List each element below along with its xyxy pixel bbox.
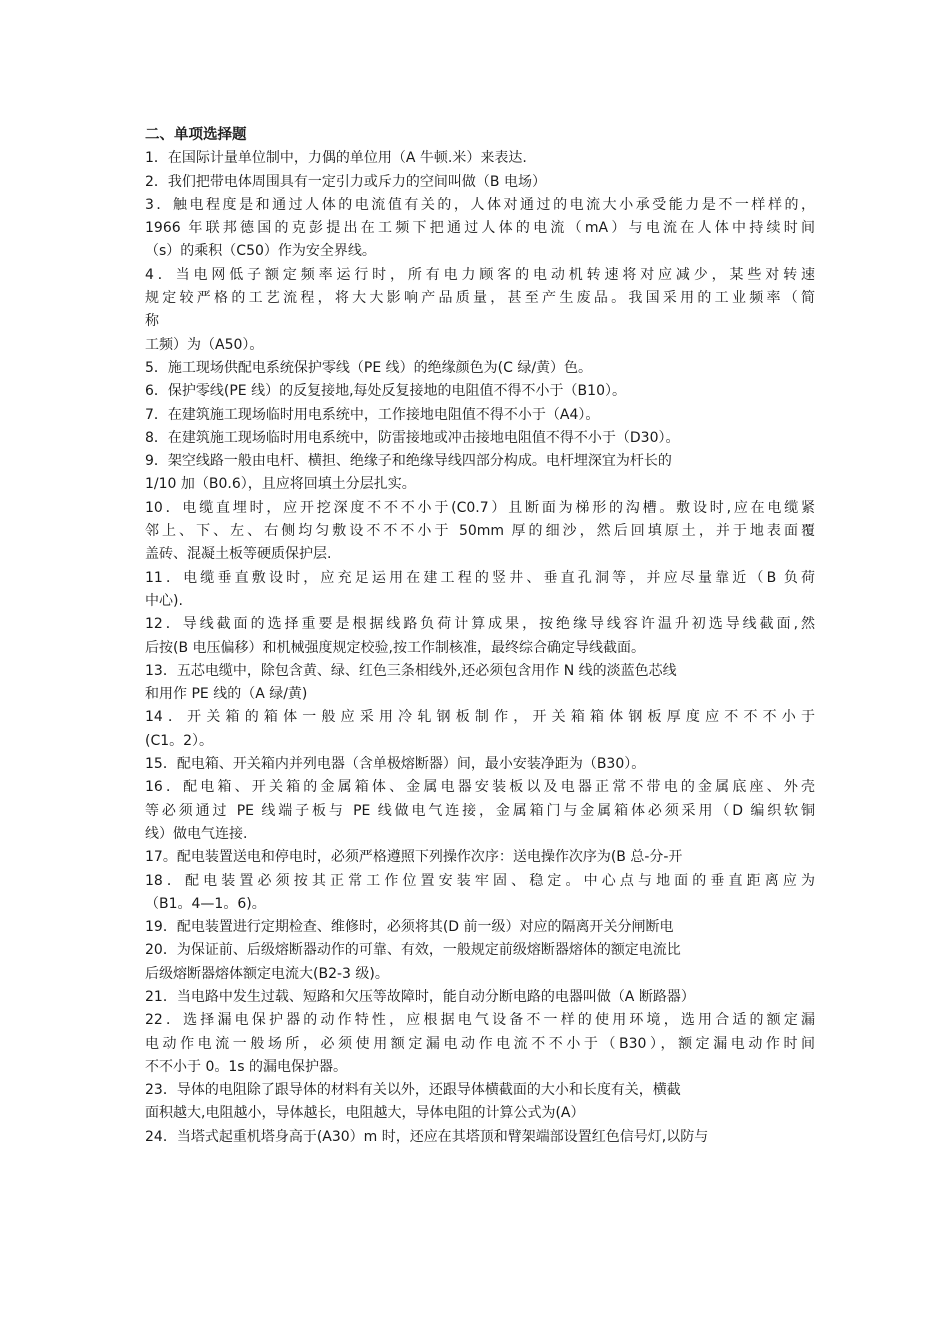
text-line: 4．当电网低子额定频率运行时，所有电力顾客的电动机转速将对应减少，某些对转速: [145, 266, 815, 283]
text-line: （B1。4—1。6)。: [145, 895, 266, 912]
text-line: 8．在建筑施工现场临时用电系统中，防雷接地或冲击接地电阻值不得不小于（D30）。: [145, 429, 680, 446]
text-line: 电动作电流一般场所，必须使用额定漏电动作电流不不小于（B30），额定漏电动作时间: [145, 1035, 815, 1052]
text-line: 13．五芯电缆中，除包含黄、绿、红色三条相线外,还必须包含用作 N 线的淡蓝色芯线: [145, 662, 677, 679]
text-line: 2．我们把带电体周围具有一定引力或斥力的空间叫做（B 电场）: [145, 173, 546, 190]
text-line: 线）做电气连接.: [145, 825, 248, 842]
text-line: 10．电缆直埋时，应开挖深度不不不小于(C0.7）且断面为梯形的沟槽。敷设时,应在电缆紧: [145, 499, 815, 516]
text-line: 11．电缆垂直敷设时，应充足运用在建工程的竖井、垂直孔洞等，并应尽量靠近（B 负荷: [145, 569, 815, 586]
text-line: 18．配电装置必须按其正常工作位置安装牢固、稳定。中心点与地面的垂直距离应为: [145, 872, 815, 889]
text-line: 20．为保证前、后级熔断器动作的可靠、有效，一般规定前级熔断器熔体的额定电流比: [145, 942, 681, 959]
text-line: 9．架空线路一般由电杆、横担、绝缘子和绝缘导线四部分构成。电杆埋深宜为杆长的: [145, 453, 672, 470]
text-line: 6．保护零线(PE 线）的反复接地,每处反复接地的电阻值不得不小于（B10）。: [145, 383, 626, 400]
text-line: 3．触电程度是和通过人体的电流值有关的，人体对通过的电流大小承受能力是不一样样的，: [145, 196, 815, 213]
text-line: 后按(B 电压偏移）和机械强度规定校验,按工作制核准，最终综合确定导线截面。: [145, 639, 645, 656]
text-line: 16．配电箱、开关箱的金属箱体、金属电器安装板以及电器正常不带电的金属底座、外壳: [145, 779, 815, 796]
text-line: 5．施工现场供配电系统保护零线（PE 线）的绝缘颜色为(C 绿/黄）色。: [145, 359, 593, 376]
text-line: 7．在建筑施工现场临时用电系统中，工作接地电阻值不得不小于（A4）。: [145, 406, 600, 423]
text-line: 邻上、下、左、右侧均匀敷设不不不小于 50mm 厚的细沙，然后回填原土，并于地表面覆: [145, 523, 815, 540]
text-line: 不不小于 0。1s 的漏电保护器。: [145, 1058, 348, 1075]
text-line: 1．在国际计量单位制中，力偶的单位用（A 牛顿.米）来表达.: [145, 150, 527, 167]
text-line: (C1。2）。: [145, 732, 214, 749]
text-line: 规定较严格的工艺流程，将大大影响产品质量，甚至产生废品。我国采用的工业频率（简: [145, 290, 815, 307]
text-line: 中心).: [145, 592, 183, 609]
text-line: 等必须通过 PE 线端子板与 PE 线做电气连接，金属箱门与金属箱体必须采用（D 编织软铜: [145, 802, 815, 819]
text-line: 15．配电箱、开关箱内并列电器（含单极熔断器）间，最小安装净距为（B30）。: [145, 756, 646, 773]
text-line: 24．当塔式起重机塔身高于(A30）m 时，还应在其塔顶和臂架端部设置红色信号灯,以防与: [145, 1128, 709, 1145]
document-body: [145, 124, 815, 1149]
text-line: 19．配电装置进行定期检查、维修时，必须将其(D 前一级）对应的隔离开关分闸断电: [145, 919, 674, 936]
text-line: 14．开关箱的箱体一般应采用冷轧钢板制作，开关箱箱体钢板厚度应不不不小于: [145, 709, 815, 726]
text-line: 面积越大,电阻越小，导体越长，电阻越大，导体电阻的计算公式为(A）: [145, 1105, 585, 1122]
text-line: 17。配电装置送电和停电时，必须严格遵照下列操作次序：送电操作次序为(B 总-分-开: [145, 849, 683, 866]
text-line: 后级熔断器熔体额定电流大(B2-3 级)。: [145, 965, 389, 982]
section-heading: 二、单项选择题: [145, 127, 247, 143]
text-line: 称: [145, 313, 159, 330]
text-line: 盖砖、混凝土板等硬质保护层.: [145, 546, 332, 563]
question-list: [145, 147, 815, 1149]
text-line: 1966 年联邦德国的克彭提出在工频下把通过人体的电流（mA）与电流在人体中持续时间: [145, 220, 815, 237]
text-line: 工频）为（A50）。: [145, 336, 264, 353]
text-line: 和用作 PE 线的（A 绿/黄): [145, 686, 308, 703]
text-line: 21．当电路中发生过载、短路和欠压等故障时，能自动分断电路的电器叫做（A 断路器）: [145, 988, 695, 1005]
text-line: 12．导线截面的选择重要是根据线路负荷计算成果，按绝缘导线容许温升初选导线截面,然: [145, 616, 815, 633]
text-line: 23．导体的电阻除了跟导体的材料有关以外，还跟导体横截面的大小和长度有关，横截: [145, 1082, 681, 1099]
text-line: 1/10 加（B0.6），且应将回填土分层扎实。: [145, 476, 416, 493]
text-line: （s）的乘积（C50）作为安全界线。: [145, 243, 376, 260]
text-line: 22．选择漏电保护器的动作特性，应根据电气设备不一样的使用环境，选用合适的额定漏: [145, 1012, 815, 1029]
